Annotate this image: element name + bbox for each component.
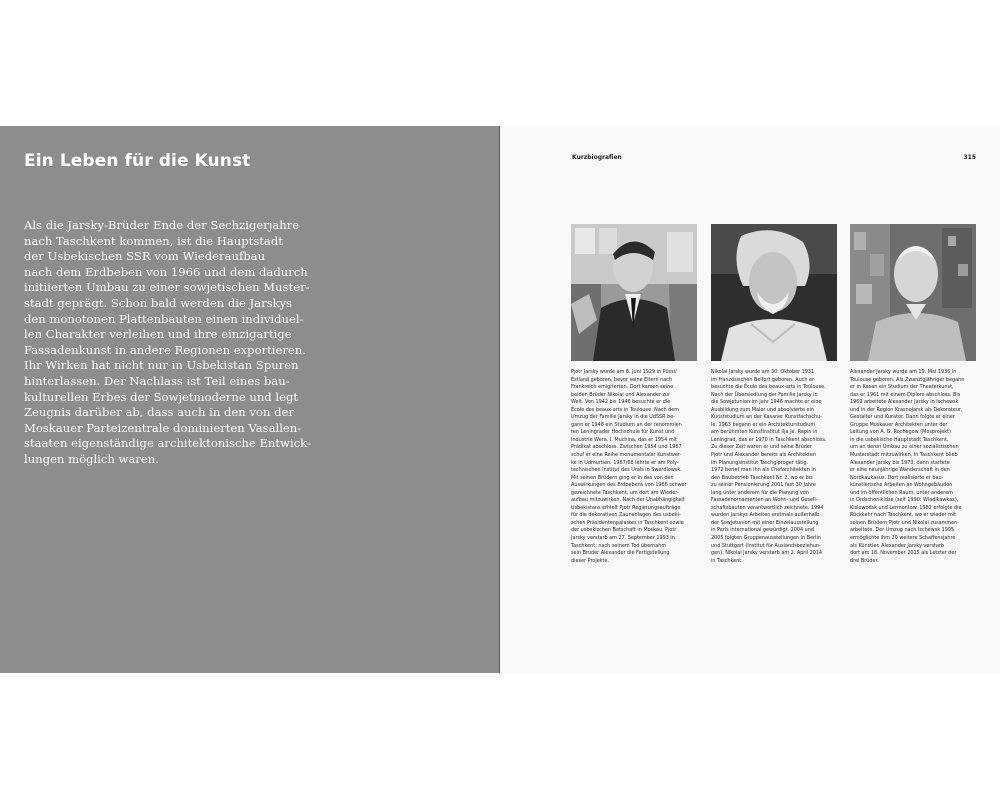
portrait-photo-nikolai: [711, 224, 837, 361]
bio-line: als Künstler. Alexander Jarsky verstarb: [850, 542, 945, 549]
bio-line: Alexander Jarsky wurde am 19. Mai 1936 in: [850, 369, 957, 375]
bio-line: 1969 arbeitete Alexander Jarsky in Ischewsk: [850, 399, 959, 406]
bio-line: der Sowjetunion mit einer Einzelausstellung: [711, 519, 819, 526]
bio-line: schuf er eine Reihe monumentaler Kunstwer-: [571, 452, 682, 459]
bio-line: das er 1961 mit einem Diplom abschloss. Bis: [850, 391, 961, 398]
bio-line: Nordkaukasus. Dort realisierte er bau-: [850, 474, 944, 481]
intro-line: len Charakter verleihen und ihre einzigartige: [24, 327, 292, 342]
bio-line: den Baubetrieb Taschkent Nr. 2, wo er bis: [711, 474, 813, 481]
bio-line: aufbau mitzuwirken. Nach der Unabhängigkeit: [571, 497, 685, 504]
bio-line: Kislowodsk und Lermontow. 1982 erfolgte die: [850, 504, 962, 511]
bio-line: Estland geboren, bevor seine Eltern nach: [571, 376, 672, 383]
bio-line: Nach der Übersiedlung der Familie Jarsky in: [711, 391, 818, 398]
bio-line: die Sowjetunion im Jahr 1946 machte er eine: [711, 399, 822, 406]
intro-line: Zeugnis darüber ab, dass auch in den von der: [24, 405, 294, 420]
bio-line: Prädikat abschloss. Zwischen 1954 und 1967: [571, 444, 682, 451]
bio-line: ermöglichte ihm 20 weitere Schaffensjahre: [850, 535, 956, 542]
bio-line: wurden Jarskys Arbeiten erstmals außerhalb: [711, 512, 820, 519]
bio-line: Gruppe Moskauer Architekten unter der: [850, 421, 948, 428]
bio-line: Pjotr Jarsky wurde am 8. Juni 1929 in Püssi/: [571, 369, 677, 375]
bio-line: le. 1963 begann er ein Architekturstudium: [711, 421, 816, 428]
intro-line: staaten eigenständige architektonische Entwick-: [24, 436, 311, 451]
bio-line: ten Leningrader Hochschule für Kunst und: [571, 429, 675, 436]
bio-line: Fassadenornamenten an Wohn- und Gesell-: [711, 497, 818, 504]
bio-text-pjotr: [571, 369, 699, 565]
bio-line: dieser Projekte.: [571, 557, 610, 564]
bio-line: Toulouse geboren. Als Zwanzigjähriger begann: [850, 376, 965, 383]
right-page: [500, 126, 1000, 673]
bio-line: 2005 folgten Gruppenausstellungen in Berlin: [711, 535, 821, 542]
bio-line: gen). Nikolai Jarsky verstarb am 2. April 2014: [711, 550, 823, 557]
bio-line: der usbekischen Botschaft in Moskau. Pjotr: [571, 527, 677, 534]
bio-line: und in der Region Krasnojarsk als Dekorateur,: [850, 406, 963, 413]
bio-line: künstlerische Arbeiten an Wohngebäuden: [850, 482, 953, 489]
intro-line: kulturellen Erbes der Sowjetmoderne und legt: [24, 389, 299, 404]
bio-line: Mit seinen Brüdern ging er in das von den: [571, 474, 674, 481]
bio-line: Kunststudium an der Kasaner Kunstfachschu-: [711, 414, 823, 421]
bio-line: im Planungsinstitut Taschgiproger tätig.: [711, 459, 809, 466]
bio-text-alexander: [850, 369, 980, 565]
bio-line: Welt. Von 1942 bis 1946 besuchte er die: [571, 399, 671, 406]
bio-line: 1972 berief man ihn als Chefarchitekten in: [711, 467, 816, 474]
portrait-photo-alexander: [850, 224, 976, 361]
intro-line: Fassadenkunst in andere Regionen exportieren.: [24, 342, 306, 357]
bio-line: und Stuttgart (Institut für Auslandsbeziehun-: [711, 542, 821, 549]
bio-line: besuchte die École des beaux-arts in Toulouse.: [711, 384, 826, 391]
intro-line: Ihr Wirken hat nicht nur in Usbekistan Spuren: [24, 358, 299, 373]
bio-line: arbeitete. Der Umzug nach Ischewsk 1995: [850, 527, 955, 534]
bio-line: École des beaux-arts in Toulouse. Nach dem: [571, 406, 680, 413]
bio-line: Auswirkungen des Erdbebens von 1966 schwer: [571, 482, 687, 489]
bio-line: gann er 1948 ein Studium an der renommier-: [571, 421, 683, 428]
running-head: Kurzbiografien: [572, 154, 622, 161]
bio-line: in die usbekische Hauptstadt Taschkent,: [850, 436, 949, 443]
bio-line: lang unter anderem für die Planung von: [711, 489, 809, 496]
bio-line: Musterstadt mitzuwirken. In Taschkent blieb: [850, 452, 958, 459]
bio-text-nikolai: [711, 369, 839, 565]
page-number: 315: [963, 154, 976, 161]
bio-line: Taschkent; nach seinem Tod übernahm: [571, 542, 667, 549]
page-title: Ein Leben für die Kunst: [24, 151, 251, 171]
bio-column-nikolai: [711, 224, 839, 565]
bio-column-alexander: [850, 224, 980, 565]
bio-line: Umzug der Familie Jarsky in die UdSSR be-: [571, 414, 675, 421]
bio-line: Jarsky verstarb am 27. September 1993 in: [571, 535, 675, 542]
bio-line: Pjotr und Alexander bereits als Architekten: [711, 452, 816, 459]
bio-line: Gestalter und Kurator. Dann folgte er einer: [850, 414, 955, 421]
bio-line: um an deren Umbau zu einer sozialistischen: [850, 444, 959, 451]
bio-line: Nikolai Jarsky wurde am 30. Oktober 1931: [711, 369, 815, 375]
intro-line: Als die Jarsky-Brüder Ende der Sechzigerjahre: [24, 218, 300, 232]
bio-line: seinen Brüdern Pjotr und Nikolai zusammen-: [850, 519, 960, 526]
bio-line: Zu dieser Zeit waren er und seine Brüder: [711, 444, 812, 451]
bio-line: in Taschkent.: [711, 557, 743, 564]
bio-line: technischen Institut des Urals in Swerdlowsk.: [571, 467, 682, 474]
bio-line: Ausbildung zum Maler und absolvierte ein: [711, 406, 814, 413]
bio-line: Leningrad, das er 1970 in Taschkent abschloss.: [711, 436, 827, 443]
intro-line: den monotonen Plattenbauten einen individuel-: [24, 311, 304, 326]
bio-line: beiden Brüder Nikolai und Alexander zur: [571, 391, 671, 398]
bio-line: in Ordschonikidse (seit 1990: Wladikawkas),: [850, 497, 959, 504]
bio-line: Usbekistans erhielt Pjotr Regierungsaufträge: [571, 504, 681, 511]
bio-line: schen Präsidentenpalastes in Taschkent sowie: [571, 519, 684, 526]
book-spread: [0, 126, 1000, 673]
bio-line: er eine neunjährige Wanderschaft in den: [850, 467, 950, 474]
left-page: [0, 126, 500, 673]
bio-line: drei Brüder.: [850, 557, 879, 564]
bio-line: Leitung von A. G. Rochegow (Mosprojekt): [850, 429, 951, 436]
bio-line: im französischen Belfort geboren. Auch er: [711, 376, 815, 383]
bio-line: Industrie Wera. I. Muchina, das er 1954 mit: [571, 436, 677, 443]
intro-line: stadt geprägt. Schon bald werden die Jarskys: [24, 295, 293, 310]
bio-column-pjotr: [571, 224, 699, 565]
bio-line: und im öffentlichen Raum, unter anderem: [850, 489, 953, 496]
bio-line: Rückkehr nach Taschkent, wo er wieder mit: [850, 512, 957, 519]
intro-line: Moskauer Parteizentrale dominierten Vasallen-: [24, 420, 302, 435]
bio-line: er in Kasan ein Studium der Theaterkunst,: [850, 384, 954, 391]
bio-line: für die dekorativen Zaunanlagen des usbeki-: [571, 512, 681, 519]
bio-line: gezeichnete Taschkent, um dort am Wieder-: [571, 489, 679, 496]
intro-line: nach Taschkent kommen, ist die Hauptstadt: [24, 233, 283, 248]
bio-line: schaftsbauten verantwortlich zeichnete. 1994: [711, 504, 824, 511]
bio-line: dort am 18. November 2015 als Letzter der: [850, 550, 957, 557]
bio-line: ke in Udmurtien. 1967/68 lehrte er am Poly-: [571, 459, 679, 466]
bio-line: in Paris international gewürdigt. 2004 und: [711, 527, 814, 534]
portrait-photo-pjotr: [571, 224, 697, 361]
intro-line: lungen möglich waren.: [24, 451, 159, 466]
bio-line: zu seiner Pensionierung 2001 fast 30 Jahre: [711, 482, 816, 489]
intro-line: nach dem Erdbeben von 1966 und dem dadurch: [24, 264, 308, 279]
bio-line: sein Bruder Alexander die Fertigstellung: [571, 550, 670, 557]
bio-line: Alexander Jarsky bis 1973, dann startete: [850, 459, 950, 466]
intro-line: initiierten Umbau zu einer sowjetischen Muster-: [24, 280, 310, 295]
intro-line: der Usbekischen SSR vom Wiederaufbau: [24, 249, 266, 264]
intro-line: hinterlassen. Der Nachlass ist Teil eines bau-: [24, 373, 290, 388]
intro-paragraph: [24, 218, 311, 468]
bio-line: am berühmten Kunstinstitut Ilja Je. Repin in: [711, 429, 818, 436]
bio-line: Frankreich emigrierten. Dort kamen seine: [571, 384, 674, 391]
